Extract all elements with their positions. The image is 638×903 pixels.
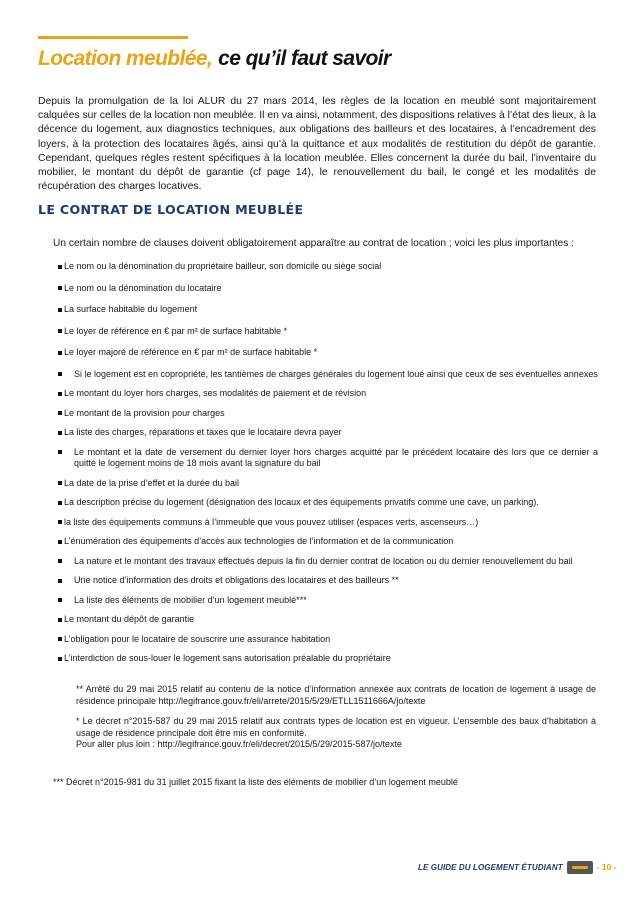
clause-text: La surface habitable du logement (64, 304, 198, 314)
clause-text: Le nom ou la dénomination du locataire (64, 282, 222, 293)
footnote-arrete: ** Arrêté du 29 mai 2015 relatif au contenu de la notice d’information annexée aux contrats de location de logement à usage de résidence principale http://legifrance.gouv.fr/eli/arrete/2015/5/29/ETLL1511666A/jo/texte (76, 684, 596, 706)
clause-text: Si le logement est en copropriété, les tantièmes de charges générales du logement loué ainsi que ceux de ses éventuelles annexes (74, 368, 598, 379)
brand-logo-icon (567, 861, 593, 874)
title-highlight: Location meublée, (38, 47, 213, 70)
square-bullet-icon (58, 411, 62, 415)
title-accent-bar (38, 36, 188, 39)
square-bullet-icon (58, 372, 62, 376)
clause-item (58, 575, 598, 587)
clause-text: La nature et le montant des travaux effectués depuis la fin du dernier contrat de location ou du dernier renouvellement du bail (74, 555, 573, 566)
page-number: - 10 - (596, 862, 617, 872)
square-bullet-icon (58, 540, 62, 544)
clause-text: la liste des équipements communs à l’immeuble que vous pouvez utiliser (espaces verts, ascenseurs…) (64, 516, 479, 527)
clause-text: L’obligation pour le locataire de souscrire une assurance habitation (64, 633, 331, 644)
footnote-decret-mobilier: *** Décret n°2015-981 du 31 juillet 2015 fixant la liste des éléments de mobilier d’un logement meublé (53, 777, 458, 787)
square-bullet-icon (58, 329, 62, 333)
square-bullet-icon (58, 501, 62, 505)
clause-text: Le nom ou la dénomination du propriétaire bailleur, son domicile ou siège social (64, 261, 382, 271)
footer-guide-title: LE GUIDE DU LOGEMENT ÉTUDIANT (418, 862, 563, 872)
square-bullet-icon (58, 392, 62, 396)
clause-list (58, 261, 598, 673)
square-bullet-icon (58, 637, 62, 641)
clause-item (58, 595, 598, 607)
square-bullet-icon (58, 657, 62, 661)
clause-item (58, 283, 598, 295)
square-bullet-icon (58, 559, 62, 563)
clause-text: Le montant du dépôt de garantie (64, 614, 195, 624)
clause-text: L’interdiction de sous-louer le logement sans autorisation préalable du propriétaire (64, 653, 391, 663)
clause-text: La liste des éléments de mobilier d’un logement meublé*** (74, 594, 307, 605)
clause-text: Le loyer majoré de référence en € par m² de surface habitable * (64, 347, 318, 357)
clause-text: Le montant de la provision pour charges (64, 407, 225, 418)
clause-text: Le montant et la date de versement du dernier loyer hors charges acquitté par le précédent locataire dès lors que ce dernier a quitté le logement moins de 18 mois avant la signature du bail (74, 446, 598, 468)
clause-item (58, 536, 598, 548)
clause-item (58, 261, 598, 273)
clause-item (58, 326, 598, 338)
clause-item (58, 347, 598, 359)
square-bullet-icon (58, 481, 62, 485)
clause-item (58, 369, 598, 381)
footnotes (76, 684, 596, 760)
square-bullet-icon (58, 598, 62, 602)
clause-item (58, 653, 598, 665)
square-bullet-icon (58, 618, 62, 622)
clause-item (58, 497, 598, 509)
footnote-link: Pour aller plus loin : http://legifrance.gouv.fr/eli/decret/2015/5/29/2015-587/jo/texte (76, 739, 403, 749)
clause-item (58, 408, 598, 420)
page-footer (418, 860, 617, 874)
square-bullet-icon (58, 351, 62, 355)
title-rest: ce qu’il faut savoir (218, 47, 391, 70)
clause-text: Une notice d’information des droits et obligations des locataires et des bailleurs ** (74, 575, 399, 585)
intro-paragraph: Depuis la promulgation de la loi ALUR du 27 mars 2014, les règles de la location en meublé sont majoritairement calquées sur celles de la location non meublée. Il en va ainsi, notamment, des dispositions relatives à l’état des lieux, à la décence du logement, aux diagnostics techniques, aux obligations des bailleurs et des locataires, à l’encadrement des loyers, à la protection des locataires âgés, ainsi qu’à la quittance et aux modalités de restitution du dépôt de garantie. Cependant, quelques règles restent spécifiques à la location meublée. Elles concernent la durée du bail, l’inventaire du mobilier, le montant du dépôt de garantie (cf page 14), le renouvellement du bail, le congé et les modalités de récupération des charges locatives. (38, 96, 596, 193)
clause-text: Le loyer de référence en € par m² de surface habitable * (64, 325, 288, 336)
clause-text: La liste des charges, réparations et taxes que le locataire devra payer (64, 427, 342, 437)
square-bullet-icon (58, 520, 62, 524)
square-bullet-icon (58, 286, 62, 290)
clause-item (58, 556, 598, 568)
clause-item (58, 478, 598, 490)
square-bullet-icon (58, 579, 62, 583)
section-heading: LE CONTRAT DE LOCATION MEUBLÉE (38, 202, 304, 217)
square-bullet-icon (58, 431, 62, 435)
clause-item (58, 427, 598, 439)
clause-item (58, 634, 598, 646)
square-bullet-icon (58, 308, 62, 312)
section-lead: Un certain nombre de clauses doivent obligatoirement apparaître au contrat de location ; voici les plus importantes : (53, 238, 574, 249)
clause-text: La description précise du logement (désignation des locaux et des équipements privatifs comme une cave, un parking). (64, 497, 539, 507)
clause-item (58, 614, 598, 626)
square-bullet-icon (58, 265, 62, 269)
clause-text: Le montant du loyer hors charges, ses modalités de paiement et de révision (64, 388, 367, 398)
clause-text: L’énumération des équipements d’accès aux technologies de l’information et de la communication (64, 536, 454, 546)
clause-item (58, 388, 598, 400)
footnote-decret: * Le décret n°2015-587 du 29 mai 2015 relatif aux contrats types de location est en vigueur. L’ensemble des baux d’habitation à usage de résidence principale doit être mis en conformité. (76, 716, 596, 738)
clause-item (58, 304, 598, 316)
clause-item (58, 447, 598, 470)
square-bullet-icon (58, 450, 62, 454)
clause-item (58, 517, 598, 529)
clause-text: La date de la prise d’effet et la durée du bail (64, 477, 239, 488)
page-title (38, 47, 391, 71)
